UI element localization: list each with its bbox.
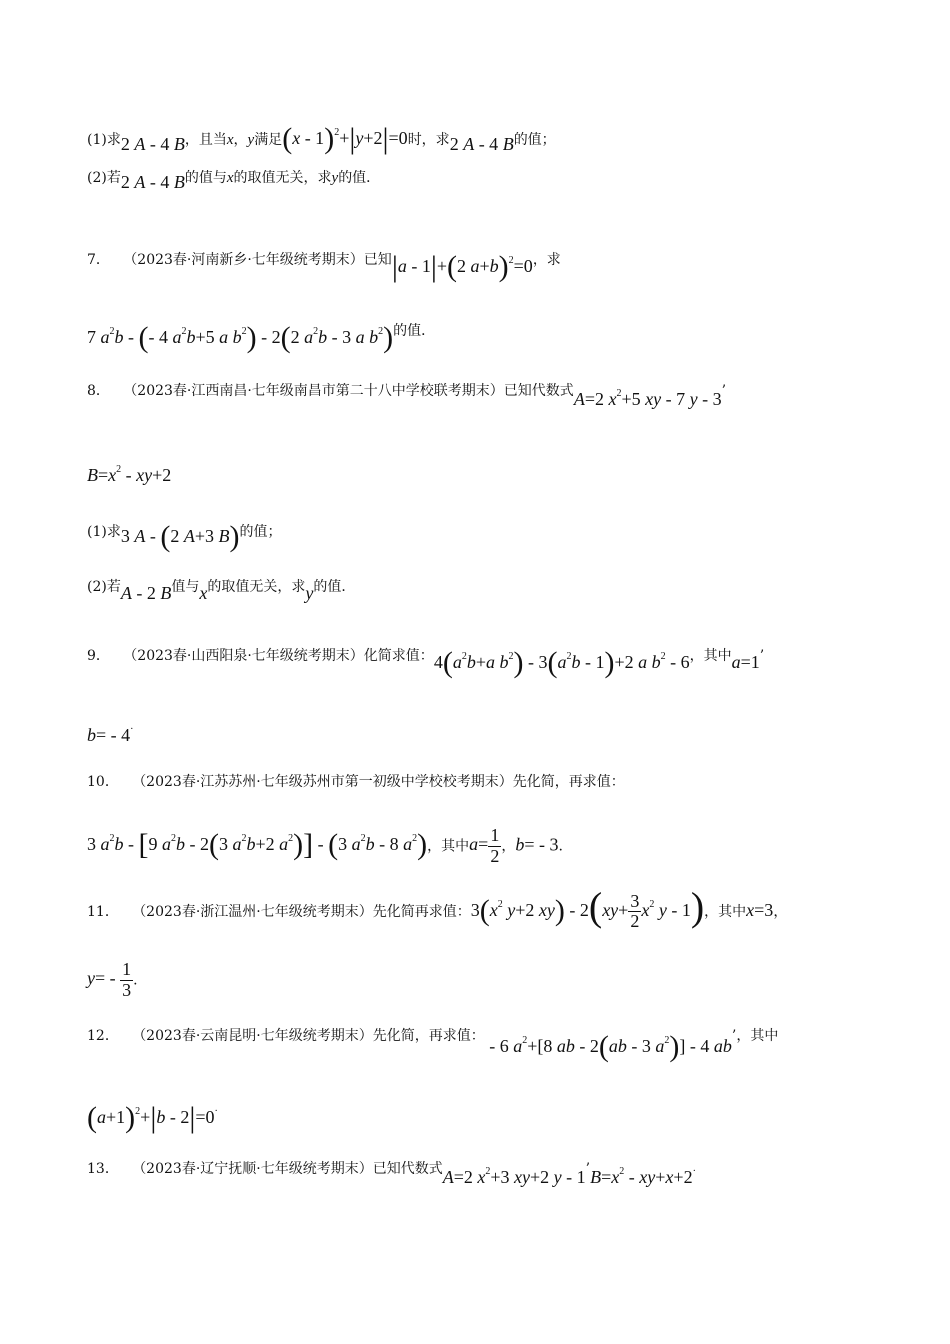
question-number: 7．	[87, 252, 110, 268]
text: ，	[233, 132, 248, 148]
label: (2)若	[87, 579, 121, 595]
text: 的值；	[239, 524, 282, 540]
formula: $B=x^2 - xy+2$	[87, 464, 172, 485]
source: （2023春·江西南昌·七年级南昌市第二十八中学校联考期末）已知代数式	[123, 383, 574, 399]
q9-line1: 9． （2023春·山西阳泉·七年级统考期末）化简求值：$4(a^2b+a$ $b^2) - 3(a^2b - 1)+2$ a $b^2 - 6$，其中a=1’	[87, 646, 765, 679]
formula: (x - 1)$^2$+|y+2|=0	[282, 122, 408, 155]
formula: b= - 3	[515, 834, 559, 855]
q12-line2	[87, 1103, 218, 1133]
formula: $4(a^2b+a$ $b^2) - 3(a^2b - 1)+2$ a $b^2 - 6$	[433, 646, 690, 679]
text: ，其中	[689, 648, 732, 664]
q10-line2: 3 $a^2b - [9$ $a^2b - 2(3$ $a^2b+2$ $a^2)] - (3$ $a^2b - 8$ $a^2$)，其中a= $\frac{1}{2}$ ，b= - 3.	[87, 825, 563, 866]
var-x: x	[226, 170, 234, 186]
question-number: 12．	[87, 1028, 119, 1044]
comma: ’	[721, 383, 727, 399]
text: ，其中	[704, 904, 747, 920]
q8-line1	[87, 380, 727, 409]
q8-line2	[87, 466, 171, 484]
formula: 3 $a^2b - [9$ $a^2b - 2(3$ $a^2b+2$ $a^2)] - (3$ $a^2b - 8$ $a^2$)	[87, 828, 428, 862]
source: （2023春·河南新乡·七年级统考期末）已知	[123, 252, 392, 268]
source: （2023春·山西阳泉·七年级统考期末）化简求值：	[123, 648, 434, 664]
q7-line1	[87, 244, 561, 283]
text: 的值与	[184, 170, 227, 186]
var-x: x	[226, 132, 234, 148]
text: 时，求	[407, 132, 450, 148]
source: （2023春·江苏苏州·七年级苏州市第一初级中学校校考期末）先化简，再求值：	[132, 774, 625, 790]
formula: |a - 1|+(2 a+b)$^2$=0	[391, 250, 533, 283]
q6-part2	[87, 167, 381, 192]
formula: A=2 $x^2+5$ xy - 7 y - 3	[573, 388, 722, 409]
formula: y= - $\frac{1}{3}$	[87, 959, 132, 1000]
question-number: 8．	[87, 383, 110, 399]
question-number: 13．	[87, 1161, 119, 1177]
q11-line2: y= - $\frac{1}{3}$ .	[87, 959, 138, 1000]
formula: 2 A - 4 B	[120, 172, 185, 192]
formula: $(a+1)^2+|b - 2|=0^\cdot$	[87, 1101, 218, 1134]
q8-part2	[87, 576, 356, 603]
formula: 7 $a^2b$ - (- 4 $a^2b+5$ a $b^2) - 2(2$ $a^2b - 3$ a $b^2$)	[87, 321, 394, 354]
formula: a= $\frac{1}{2}$	[469, 825, 500, 866]
text: 值与	[171, 579, 200, 595]
label: (2)若	[87, 170, 121, 186]
question-number: 9．	[87, 648, 110, 664]
q8-part1	[87, 516, 282, 553]
source: （2023春·辽宁抚顺·七年级统考期末）已知代数式	[132, 1161, 443, 1177]
formula: $B=x^2 - xy+x+2^\cdot$	[590, 1166, 696, 1187]
q7-line2	[87, 323, 435, 353]
text: 的值；	[513, 132, 556, 148]
formula: 3 A - (2 A+3 B)	[120, 520, 240, 553]
question-number: 11．	[87, 904, 119, 920]
question-number: 10．	[87, 774, 119, 790]
q6-part1	[87, 124, 556, 154]
text: ，且当	[184, 132, 227, 148]
var-y: y	[305, 583, 314, 603]
text: ，其中	[736, 1028, 779, 1044]
var-y: y	[331, 170, 339, 186]
var-y: y	[247, 132, 255, 148]
text: 的值．	[338, 170, 381, 186]
label: (1)求	[87, 132, 121, 148]
label: (1)求	[87, 524, 121, 540]
q12-line1: 12． （2023春·云南昆明·七年级统考期末）先化简，再求值： - 6 $a^2+[8$ ab - 2(ab - 3 $a^2)] - 4$ ab’，其中	[87, 1028, 779, 1063]
text: ，求	[532, 252, 561, 268]
formula: x=3	[746, 900, 774, 920]
source: （2023春·浙江温州·七年级统考期末）先化简再求值：	[132, 904, 471, 920]
text: 的值．	[393, 323, 436, 339]
text: 的取值无关，求	[207, 579, 306, 595]
formula: b= - 4·	[87, 724, 134, 745]
q13-line1: 13． （2023春·辽宁抚顺·七年级统考期末）已知代数式A=2 $x^2+3$ xy+2 $y - 1’B=x^2 - xy+x+2^\cdot$	[87, 1161, 696, 1187]
formula: 2 A - 4 B	[449, 134, 514, 154]
formula: 2 A - 4 B	[120, 134, 185, 154]
q11-line1: 11． （2023春·浙江温州·七年级统考期末）先化简再求值：$3(x^2$ y+2 xy) - 2(xy+ $\frac{3}{2}$ $x^2$ y - 1)，其中x=3，	[87, 884, 788, 932]
q9-line2	[87, 726, 134, 744]
formula: $3(x^2$ y+2 xy) - 2(xy+ $\frac{3}{2}$ $x^2$ y - 1)	[470, 884, 705, 932]
q10-line1	[87, 775, 625, 789]
formula: - 6 $a^2+[8$ ab - 2(ab - 3 $a^2)] - 4$ ab	[484, 1030, 732, 1063]
text: 的取值无关，求	[233, 170, 332, 186]
text: ，其中	[427, 838, 470, 855]
var-x: x	[199, 583, 208, 603]
text: 的值．	[313, 579, 356, 595]
text: 满足	[254, 132, 283, 148]
source: （2023春·云南昆明·七年级统考期末）先化简，再求值：	[132, 1028, 485, 1044]
formula: A=2 $x^2+3$ xy+2 y - 1	[442, 1166, 586, 1187]
formula: a=1	[731, 652, 760, 672]
formula: A - 2 B	[120, 583, 172, 603]
